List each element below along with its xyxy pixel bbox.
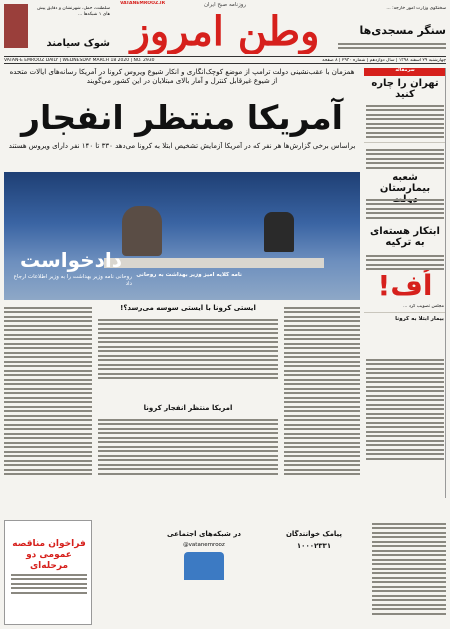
- top-right-promo[interactable]: [338, 4, 446, 56]
- main-story[interactable]: [4, 68, 360, 168]
- right-sidebar: [364, 68, 446, 498]
- photo-headline: داد‌خواست: [19, 248, 122, 272]
- main-photo[interactable]: [4, 172, 360, 300]
- promo-text: سلطنت، حمل، شهرنشان و دقایق پیش های ۱ شبکه‌ها ...: [37, 6, 110, 17]
- masthead: [0, 0, 450, 66]
- sidebar-section-label: سرمقاله: [364, 68, 446, 76]
- sidebar-item-4-caption: مجلس تصویب کرد ...: [403, 304, 444, 309]
- sms-box[interactable]: [264, 530, 364, 570]
- left-column-text: [4, 304, 92, 478]
- social-handle[interactable]: @vatanemrooz: [183, 542, 225, 548]
- masthead-logo[interactable]: وطن امروز: [130, 10, 320, 54]
- person-photo-right: [264, 212, 294, 252]
- promo-title: شوک سیامند: [46, 38, 110, 49]
- sidebar-item-1[interactable]: تهران را چاره کنید: [371, 78, 439, 100]
- sidebar-item-4[interactable]: اُف!: [377, 270, 433, 302]
- ad-box[interactable]: [4, 520, 92, 625]
- dateline-en: VATAN-E EMROOZ DAILY | WEDNESDAY MARCH 18 2020 | NO. 2930: [4, 58, 155, 63]
- table-photo: [104, 258, 324, 268]
- promo-title: سنگر مسجدی‌ها: [359, 24, 446, 37]
- social-title: در شبکه‌های اجتماعی: [167, 530, 241, 538]
- sidebar-item-3[interactable]: ابتکار هسته‌ای به ترکیه: [370, 226, 440, 248]
- promo-kicker: سخنگوی وزارت امور خارجه: ...: [386, 6, 446, 11]
- masthead-website[interactable]: VATANEMROOZ.IR: [120, 1, 166, 6]
- social-box[interactable]: [154, 530, 254, 580]
- dateline-fa: چهارشنبه ۲۹ اسفند ۱۳۹۸ | سال دوازدهم | شماره ۲۹۳۰ | ۸ صفحه: [322, 58, 446, 63]
- dateline-bar: [4, 56, 446, 64]
- main-headline[interactable]: آمریکا منتظر انفجار: [21, 98, 343, 137]
- ad-title: فراخوان مناقصه عمومی دو مرحله‌ای: [12, 539, 86, 571]
- inner-content: [4, 304, 360, 500]
- main-kicker: همزمان با عقب‌نشینی دولت ترامپ از موضع کوچک‌انگاری و انکار شیوع ویروس کرونا در آمریکا رسانه‌های ایالات متحده از شیوع غیرقابل کنترل و آمار بالای مبتلایان در این کشور می‌گویند: [9, 68, 355, 85]
- top-left-promo[interactable]: [4, 4, 110, 56]
- right-inner-column-text: [284, 304, 360, 478]
- main-summary: براساس برخی گزارش‌ها هر نفر که در آمریکا آزمایش تشخیص ابتلا به کرونا می‌دهد ۳۳۰ تا ۱۴۰ نفر دارای ویروس هستند: [8, 142, 356, 150]
- sms-number: ۱۰۰۰۲۳۳۱: [296, 542, 332, 550]
- bottom-strip: [4, 520, 446, 625]
- sms-title: پیامک خوانندگان: [285, 530, 343, 538]
- sidebar-item-2[interactable]: شعبه بیمارستان: [379, 172, 431, 194]
- sidebar-column-title[interactable]: بیمار ابتلا به کرونا: [395, 316, 444, 322]
- inner-headline-1[interactable]: آیستی کرونا با آیستی سوسه می‌رسد؟!: [120, 304, 256, 312]
- person-photo-center: [122, 206, 162, 256]
- inner-headline-2[interactable]: آمریکا منتظر انفجار کرونا: [143, 404, 233, 412]
- photo-caption2: روحانی نامه وزیر بهداشت را به وزیر اطلاعات ارجاع داد: [13, 274, 132, 287]
- social-icon: [184, 552, 224, 580]
- masthead-tagline: روزنامه صبح ایران: [203, 2, 247, 8]
- promo-photo: [4, 4, 28, 48]
- photo-caption: نامه گلایه آمیز وزیر بهداشت به روحانی: [136, 272, 242, 278]
